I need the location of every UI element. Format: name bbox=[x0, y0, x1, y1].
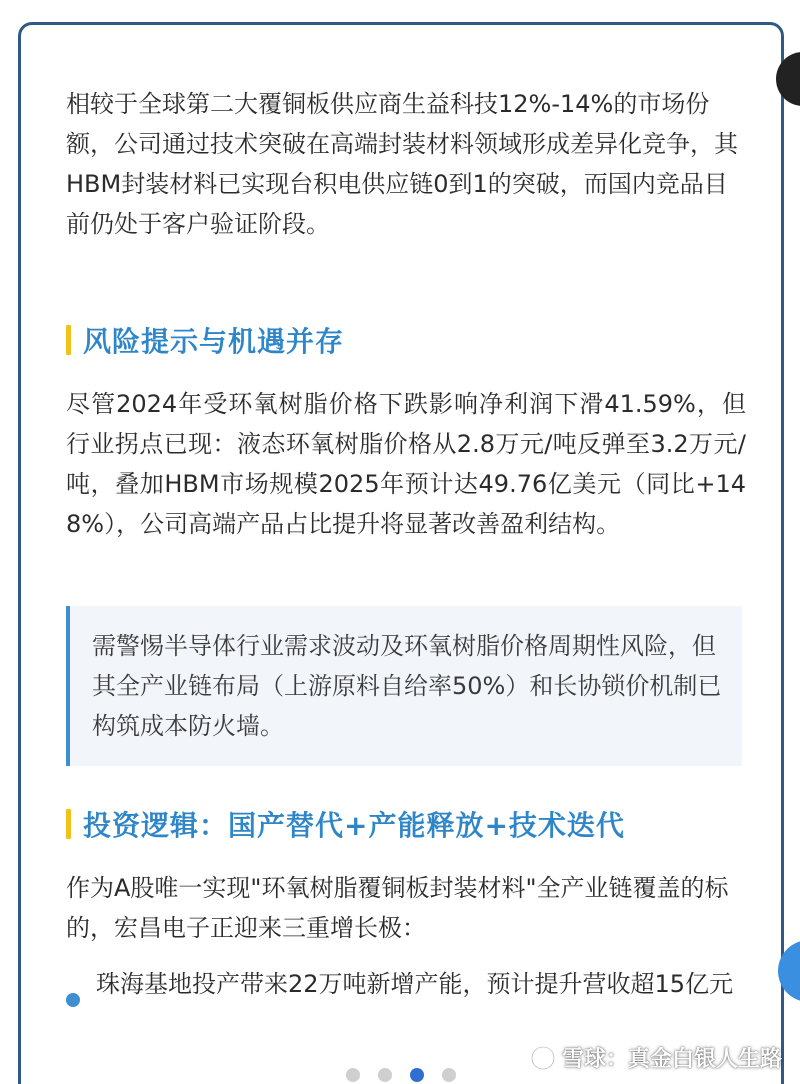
watermark bbox=[530, 1042, 782, 1073]
list-item: 珠海基地投产带来22万吨新增产能，预计提升营收超15亿元 bbox=[96, 970, 734, 998]
logic-paragraph: 作为A股唯一实现"环氧树脂覆铜板封装材料"全产业链覆盖的标的，宏昌电子正迎来三重增长极： bbox=[66, 874, 729, 942]
bullet-dot-icon bbox=[66, 993, 80, 1007]
page-dot-2[interactable] bbox=[378, 1068, 392, 1082]
risk-paragraph: 尽管2024年受环氧树脂价格下跌影响净利润下滑41.59%，但行业拐点已现：液态环氧树脂价格从2.8万元/吨反弹至3.2万元/吨，叠加HBM市场规模2025年预计达49.76亿美元（同比+148%），公司高端产品占比提升将显著改善盈利结构。 bbox=[66, 390, 746, 538]
section-heading-logic-text: 投资逻辑：国产替代+产能释放+技术迭代 bbox=[83, 809, 625, 842]
intro-paragraph: 相较于全球第二大覆铜板供应商生益科技12%-14%的市场份额，公司通过技术突破在高端封装材料领域形成差异化竞争，其HBM封装材料已实现台积电供应链0到1的突破，而国内竞品目前仍处于客户验证阶段。 bbox=[66, 90, 738, 238]
section-heading-risk bbox=[66, 320, 344, 360]
risk-quote-text: 需警惕半导体行业需求波动及环氧树脂价格周期性风险，但其全产业链布局（上游原料自给率50%）和长协锁价机制已构筑成本防火墙。 bbox=[92, 632, 722, 740]
watermark-text: 雪球：真金白银人生路 bbox=[561, 1047, 782, 1072]
section-heading-logic bbox=[66, 804, 625, 844]
snowball-logo-icon bbox=[530, 1045, 556, 1071]
pagination-dots bbox=[346, 1068, 474, 1082]
page-dot-1[interactable] bbox=[346, 1068, 360, 1082]
page-dot-3-active[interactable] bbox=[410, 1068, 424, 1082]
heading-accent-bar bbox=[66, 325, 71, 355]
heading-accent-bar bbox=[66, 809, 71, 839]
page-dot-4[interactable] bbox=[442, 1068, 456, 1082]
risk-quote-block bbox=[66, 606, 742, 766]
section-heading-risk-text: 风险提示与机遇并存 bbox=[83, 325, 345, 358]
